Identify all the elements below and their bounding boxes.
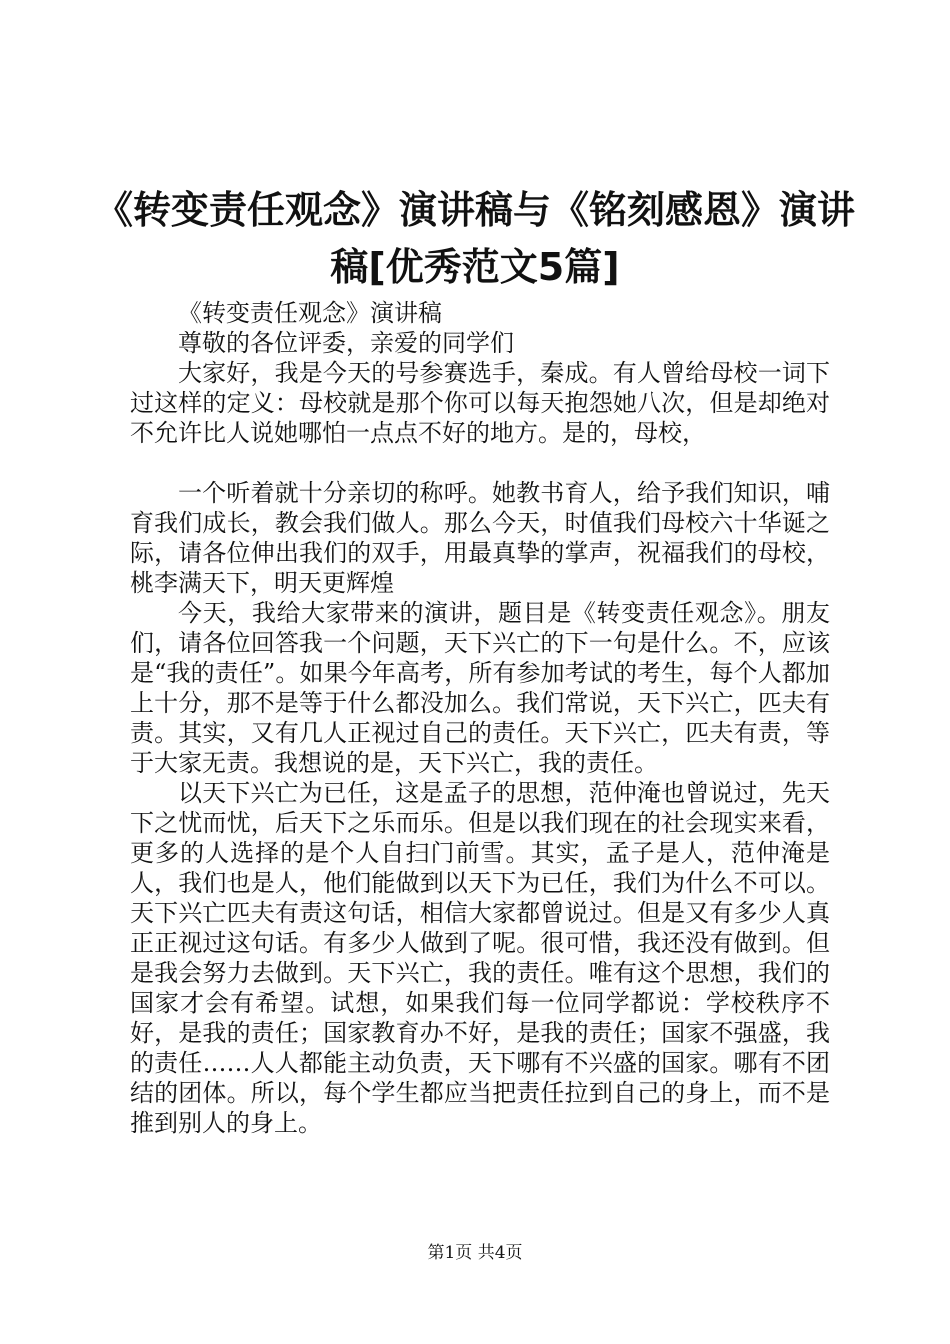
document-title-line-2: 稿[优秀范文5篇]: [330, 245, 620, 289]
paragraph-3: 今天，我给大家带来的演讲，题目是《转变责任观念》。朋友们，请各位回答我一个问题，天下兴亡的下一句是什么。不，应该是“我的责任”。如果今年高考，所有参加考试的考生，每个人都加上十分，那不是等于什么都没加么。我们常说，天下兴亡，匹夫有责。其实，又有几人正视过自己的责任。天下兴亡，匹夫有责，等于大家无责。我想说的是，天下兴亡，我的责任。: [130, 599, 830, 777]
page-number-footer: 第1页 共4页: [427, 1243, 523, 1263]
document-title-line-1: 《转变责任观念》演讲稿与《铭刻感恩》演讲: [94, 188, 855, 232]
salutation: 尊敬的各位评委，亲爱的同学们: [178, 329, 514, 357]
speech-title: 《转变责任观念》演讲稿: [178, 299, 442, 327]
paragraph-4: 以天下兴亡为已任，这是孟子的思想，范仲淹也曾说过，先天下之忧而忧，后天下之乐而乐。但是以我们现在的社会现实来看，更多的人选择的是个人自扫门前雪。其实，孟子是人，范仲淹是人，我们也是人，他们能做到以天下为已任，我们为什么不可以。天下兴亡匹夫有责这句话，相信大家都曾说过。但是又有多少人真正正视过这句话。有多少人做到了呢。很可惜，我还没有做到。但是我会努力去做到。天下兴亡，我的责任。唯有这个思想，我们的国家才会有希望。试想，如果我们每一位同学都说：学校秩序不好，是我的责任；国家教育办不好，是我的责任；国家不强盛，我的责任……人人都能主动负责，天下哪有不兴盛的国家。哪有不团结的团体。所以，每个学生都应当把责任拉到自己的身上，而不是推到别人的身上。: [130, 779, 830, 1137]
document-body: [130, 298, 830, 1138]
paragraph-1: 大家好，我是今天的号参赛选手，秦成。有人曾给母校一词下过这样的定义：母校就是那个你可以每天抱怨她八次，但是却绝对不允许比人说她哪怕一点点不好的地方。是的，母校，: [130, 359, 830, 447]
paragraph-2: 一个听着就十分亲切的称呼。她教书育人，给予我们知识，哺育我们成长，教会我们做人。那么今天，时值我们母校六十华诞之际，请各位伸出我们的双手，用最真挚的掌声，祝福我们的母校，桃李满天下，明天更辉煌: [130, 479, 830, 597]
